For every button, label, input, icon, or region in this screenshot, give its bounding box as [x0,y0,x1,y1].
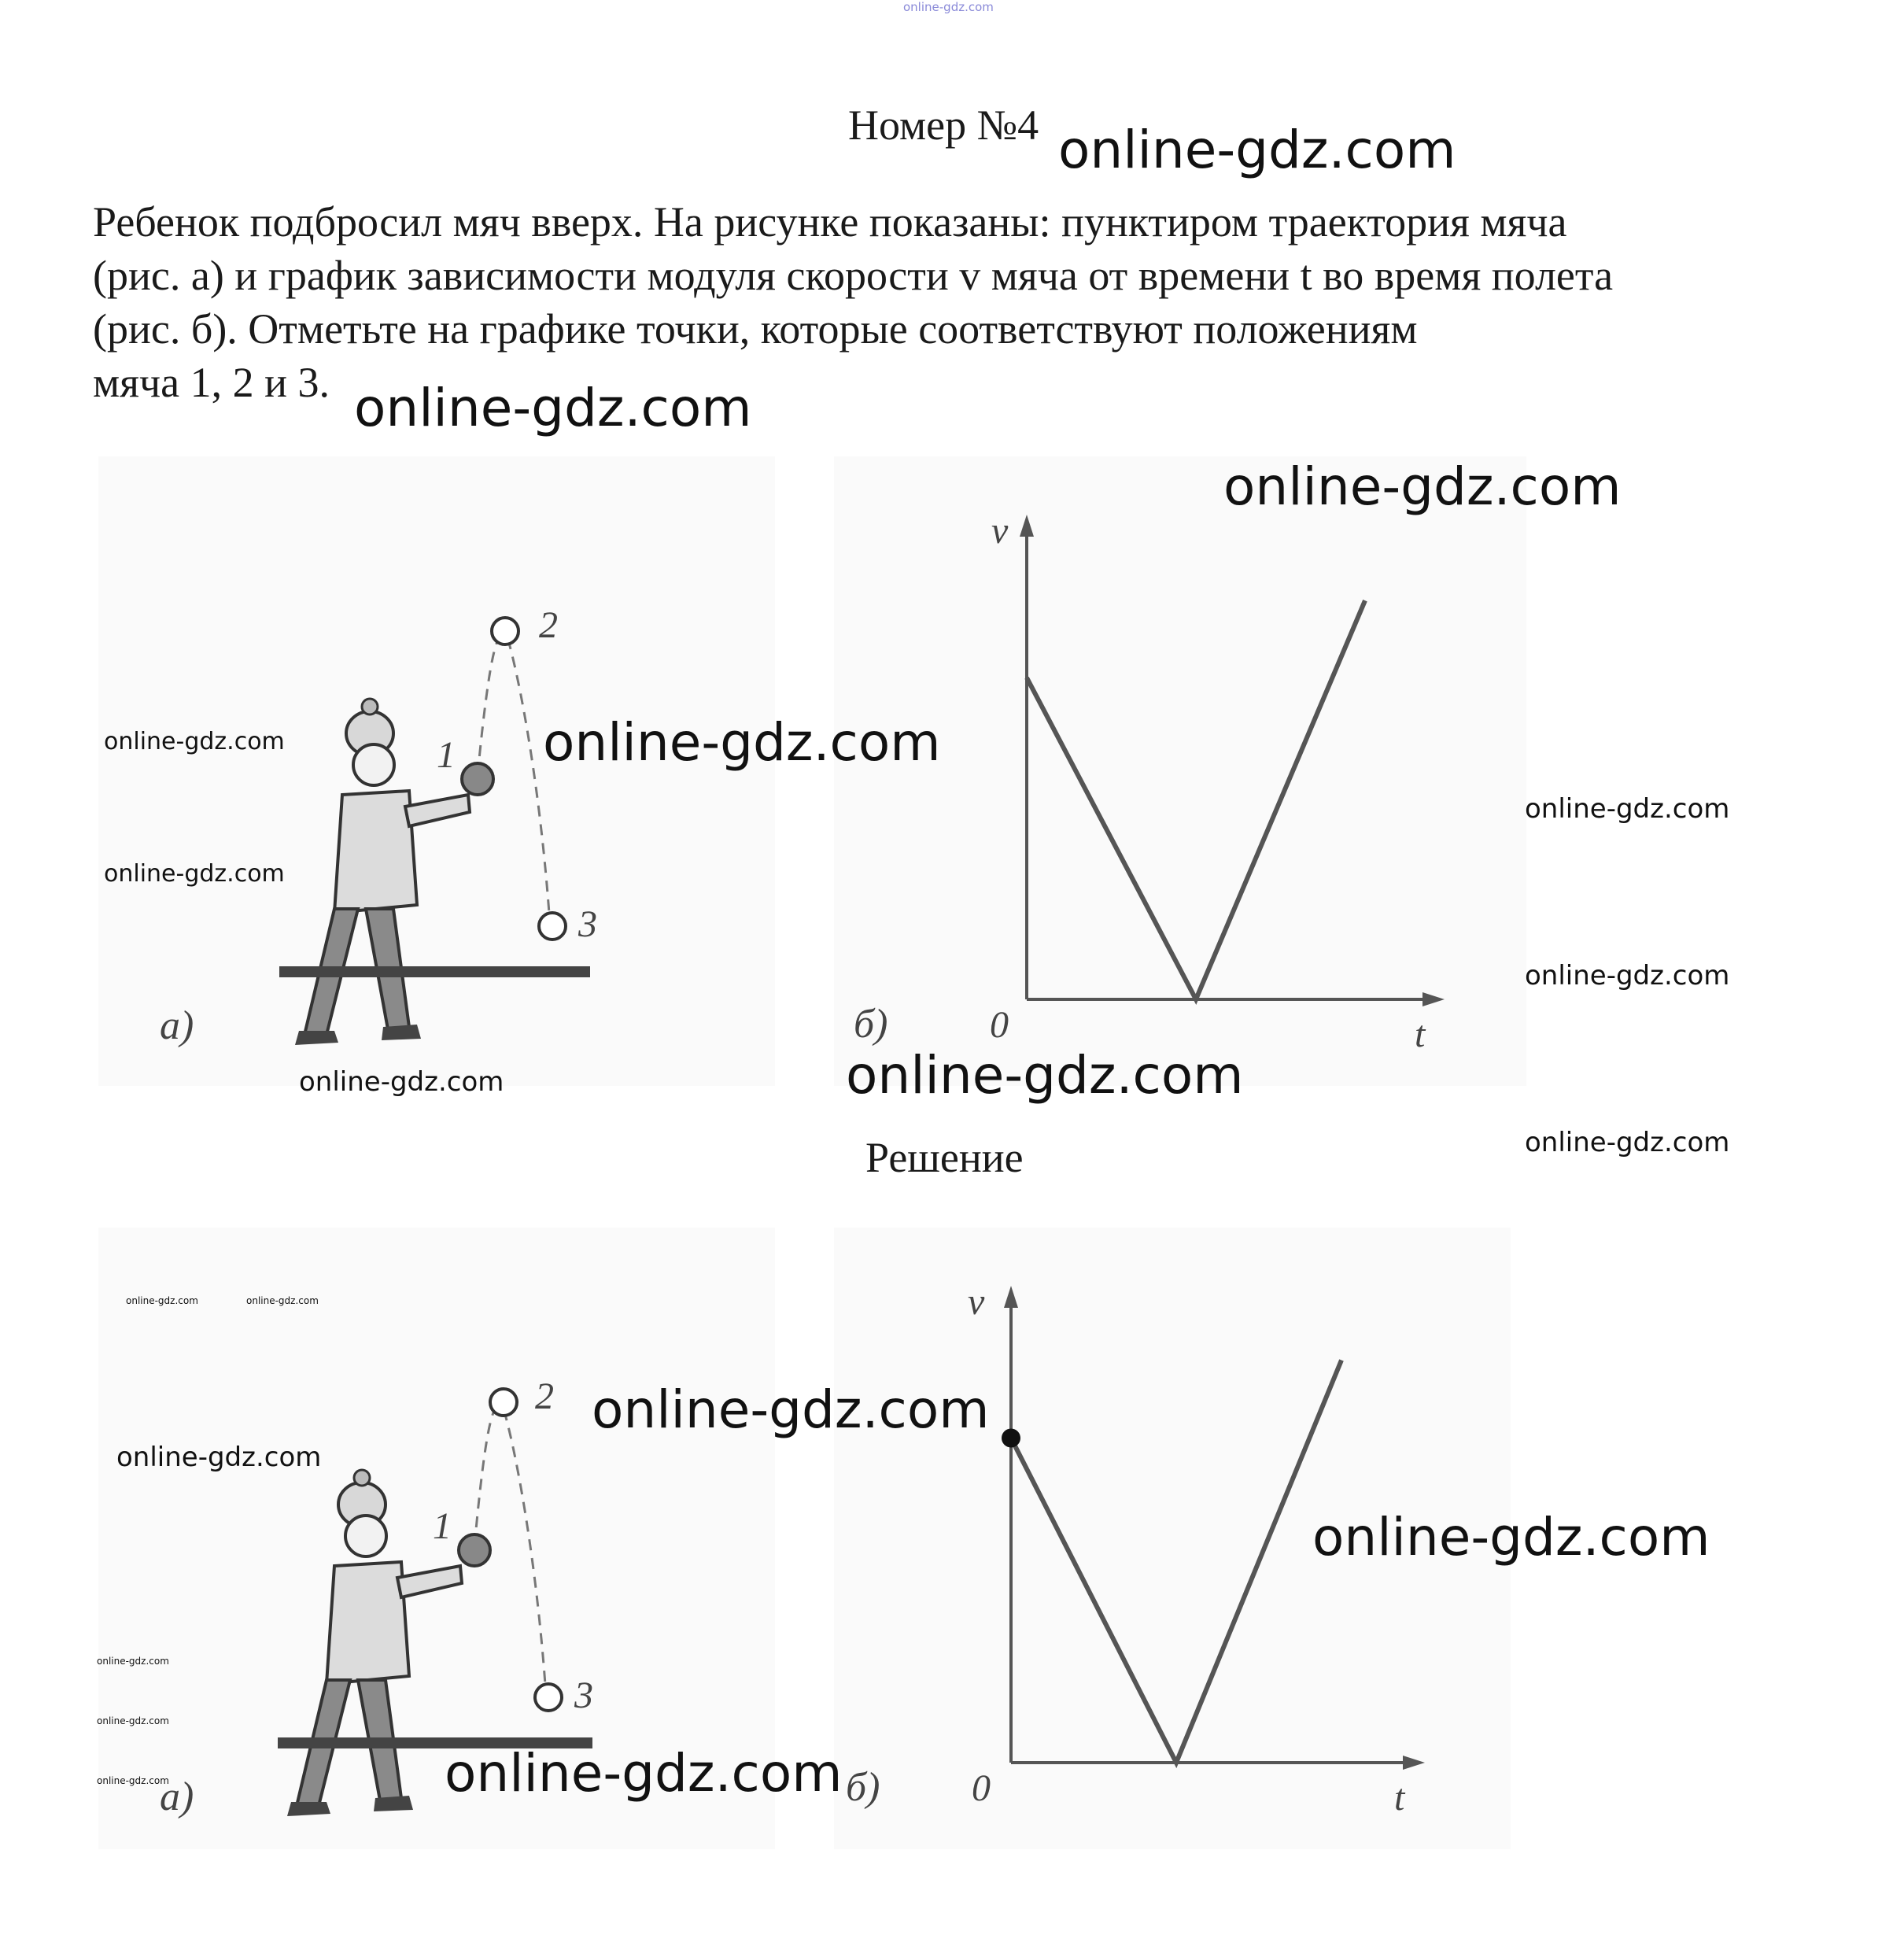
y-axis-label: v [991,510,1009,552]
ball-position-1 [462,763,493,795]
position-label-1: 1 [437,734,456,776]
y-axis-label: v [968,1281,985,1323]
watermark: online-gdz.com [1525,793,1730,825]
page-title: Номер №4 [848,102,1039,149]
position-label-2: 2 [535,1375,554,1417]
watermark: online-gdz.com [354,378,752,438]
solution-title: Решение [865,1134,1024,1181]
hat-pompom-icon [354,1470,370,1486]
child-face-icon [345,1516,386,1556]
problem-line: (рис. а) и график зависимости модуля скорости v мяча от времени t во время полета [93,252,1614,299]
ball-position-2 [490,1389,517,1416]
marked-point-1 [1002,1429,1020,1448]
watermark: online-gdz.com [97,1775,169,1786]
problem-line: мяча 1, 2 и 3. [93,359,330,406]
watermark: online-gdz.com [299,1066,504,1098]
origin-label: 0 [990,1004,1009,1046]
watermark: online-gdz.com [1058,120,1456,180]
child-face-icon [353,744,394,785]
position-label-2: 2 [539,604,558,646]
ball-position-1 [459,1534,490,1566]
watermark: online-gdz.com [1525,1127,1730,1158]
watermark: online-gdz.com [543,712,941,773]
watermark: online-gdz.com [97,1656,169,1667]
ball-position-2 [492,618,518,644]
watermark: online-gdz.com [903,0,994,14]
hat-pompom-icon [362,699,378,714]
watermark: online-gdz.com [1312,1507,1710,1567]
figure-caption-b: б) [846,1765,880,1810]
position-label-3: 3 [578,903,597,945]
ball-position-3 [539,913,566,940]
figure-caption-a: а) [160,1003,194,1048]
x-axis-label: t [1394,1777,1405,1819]
figure-caption-a: а) [160,1774,194,1819]
x-axis-label: t [1415,1014,1426,1055]
watermark: online-gdz.com [104,728,285,755]
watermark: online-gdz.com [126,1295,198,1306]
watermark: online-gdz.com [846,1045,1244,1106]
watermark: online-gdz.com [104,860,285,888]
watermark: online-gdz.com [116,1442,322,1473]
problem-line: Ребенок подбросил мяч вверх. На рисунке показаны: пунктиром траектория мяча [93,198,1567,246]
watermark: online-gdz.com [246,1295,319,1306]
ground-line [279,966,590,977]
child-boot-icon [295,1031,338,1045]
watermark: online-gdz.com [592,1379,990,1440]
watermark: online-gdz.com [445,1743,843,1804]
ball-position-3 [535,1684,562,1711]
child-boot-icon [374,1796,413,1811]
position-label-3: 3 [574,1675,593,1716]
position-label-1: 1 [433,1505,452,1547]
origin-label: 0 [972,1767,991,1809]
child-boot-icon [287,1802,330,1816]
watermark: online-gdz.com [1223,456,1622,517]
child-boot-icon [382,1025,421,1040]
figure-caption-b: б) [854,1002,888,1047]
problem-line: (рис. б). Отметьте на графике точки, которые соответствуют положениям [93,305,1418,353]
watermark: online-gdz.com [1525,960,1730,991]
watermark: online-gdz.com [97,1715,169,1726]
problem-statement [93,195,1824,409]
